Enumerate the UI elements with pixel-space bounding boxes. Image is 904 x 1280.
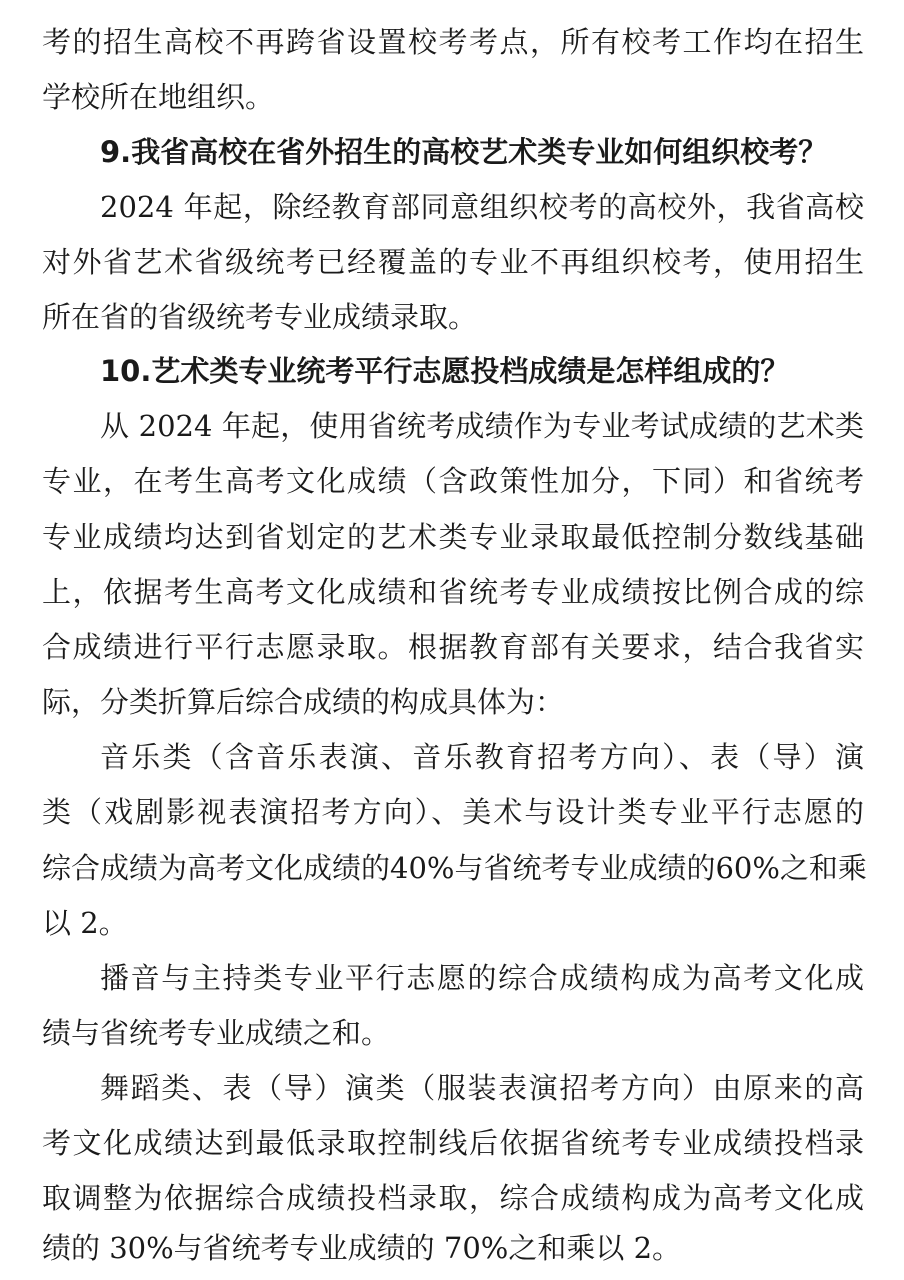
section-10-p1-line-2: 专业，在考生高考文化成绩（含政策性加分，下同）和省统考 [42, 464, 864, 498]
section-10-p1-line-4: 上，依据考生高考文化成绩和省统考专业成绩按比例合成的综 [42, 575, 864, 609]
section-10-p4-line-2: 考文化成绩达到最低录取控制线后依据省统考专业成绩投档录 [42, 1126, 864, 1160]
section-10-p4-line-4: 绩的 30%与省统考专业成绩的 70%之和乘以 2。 [42, 1231, 682, 1265]
section-10-p2-line-3: 综合成绩为高考文化成绩的40%与省统考专业成绩的60%之和乘 [42, 851, 867, 885]
section-10-p4-line-3: 取调整为依据综合成绩投档录取，综合成绩构成为高考文化成 [42, 1181, 864, 1215]
section-10-p1-line-6: 际，分类折算后综合成绩的构成具体为： [42, 685, 565, 719]
section-9-heading: 9.我省高校在省外招生的高校艺术类专业如何组织校考？ [100, 135, 828, 169]
section-9-line-2: 对外省艺术省级统考已经覆盖的专业不再组织校考，使用招生 [42, 245, 864, 279]
section-10-p3-line-2: 绩与省统考专业成绩之和。 [42, 1016, 391, 1050]
intro-line-2: 学校所在地组织。 [42, 80, 275, 114]
section-10-p1-line-1: 从 2024 年起，使用省统考成绩作为专业考试成绩的艺术类 [100, 409, 864, 443]
intro-line-1: 考的招生高校不再跨省设置校考考点，所有校考工作均在招生 [42, 25, 864, 59]
section-10-heading: 10.艺术类专业统考平行志愿投档成绩是怎样组成的？ [100, 354, 790, 388]
section-9-line-3: 所在省的省级统考专业成绩录取。 [42, 300, 478, 334]
section-10-p1-line-3: 专业成绩均达到省划定的艺术类专业录取最低控制分数线基础 [42, 520, 864, 554]
section-9-line-1: 2024 年起，除经教育部同意组织校考的高校外，我省高校 [100, 190, 864, 224]
section-10-p2-line-2: 类（戏剧影视表演招考方向）、美术与设计类专业平行志愿的 [42, 795, 864, 829]
section-10-p3-line-1: 播音与主持类专业平行志愿的综合成绩构成为高考文化成 [100, 961, 864, 995]
section-10-p2-line-4: 以 2。 [42, 906, 128, 940]
section-10-p2-line-1: 音乐类（含音乐表演、音乐教育招考方向）、表（导）演 [100, 740, 864, 774]
section-10-p1-line-5: 合成绩进行平行志愿录取。根据教育部有关要求，结合我省实 [42, 630, 864, 664]
section-10-p4-line-1: 舞蹈类、表（导）演类（服装表演招考方向）由原来的高 [100, 1071, 864, 1105]
